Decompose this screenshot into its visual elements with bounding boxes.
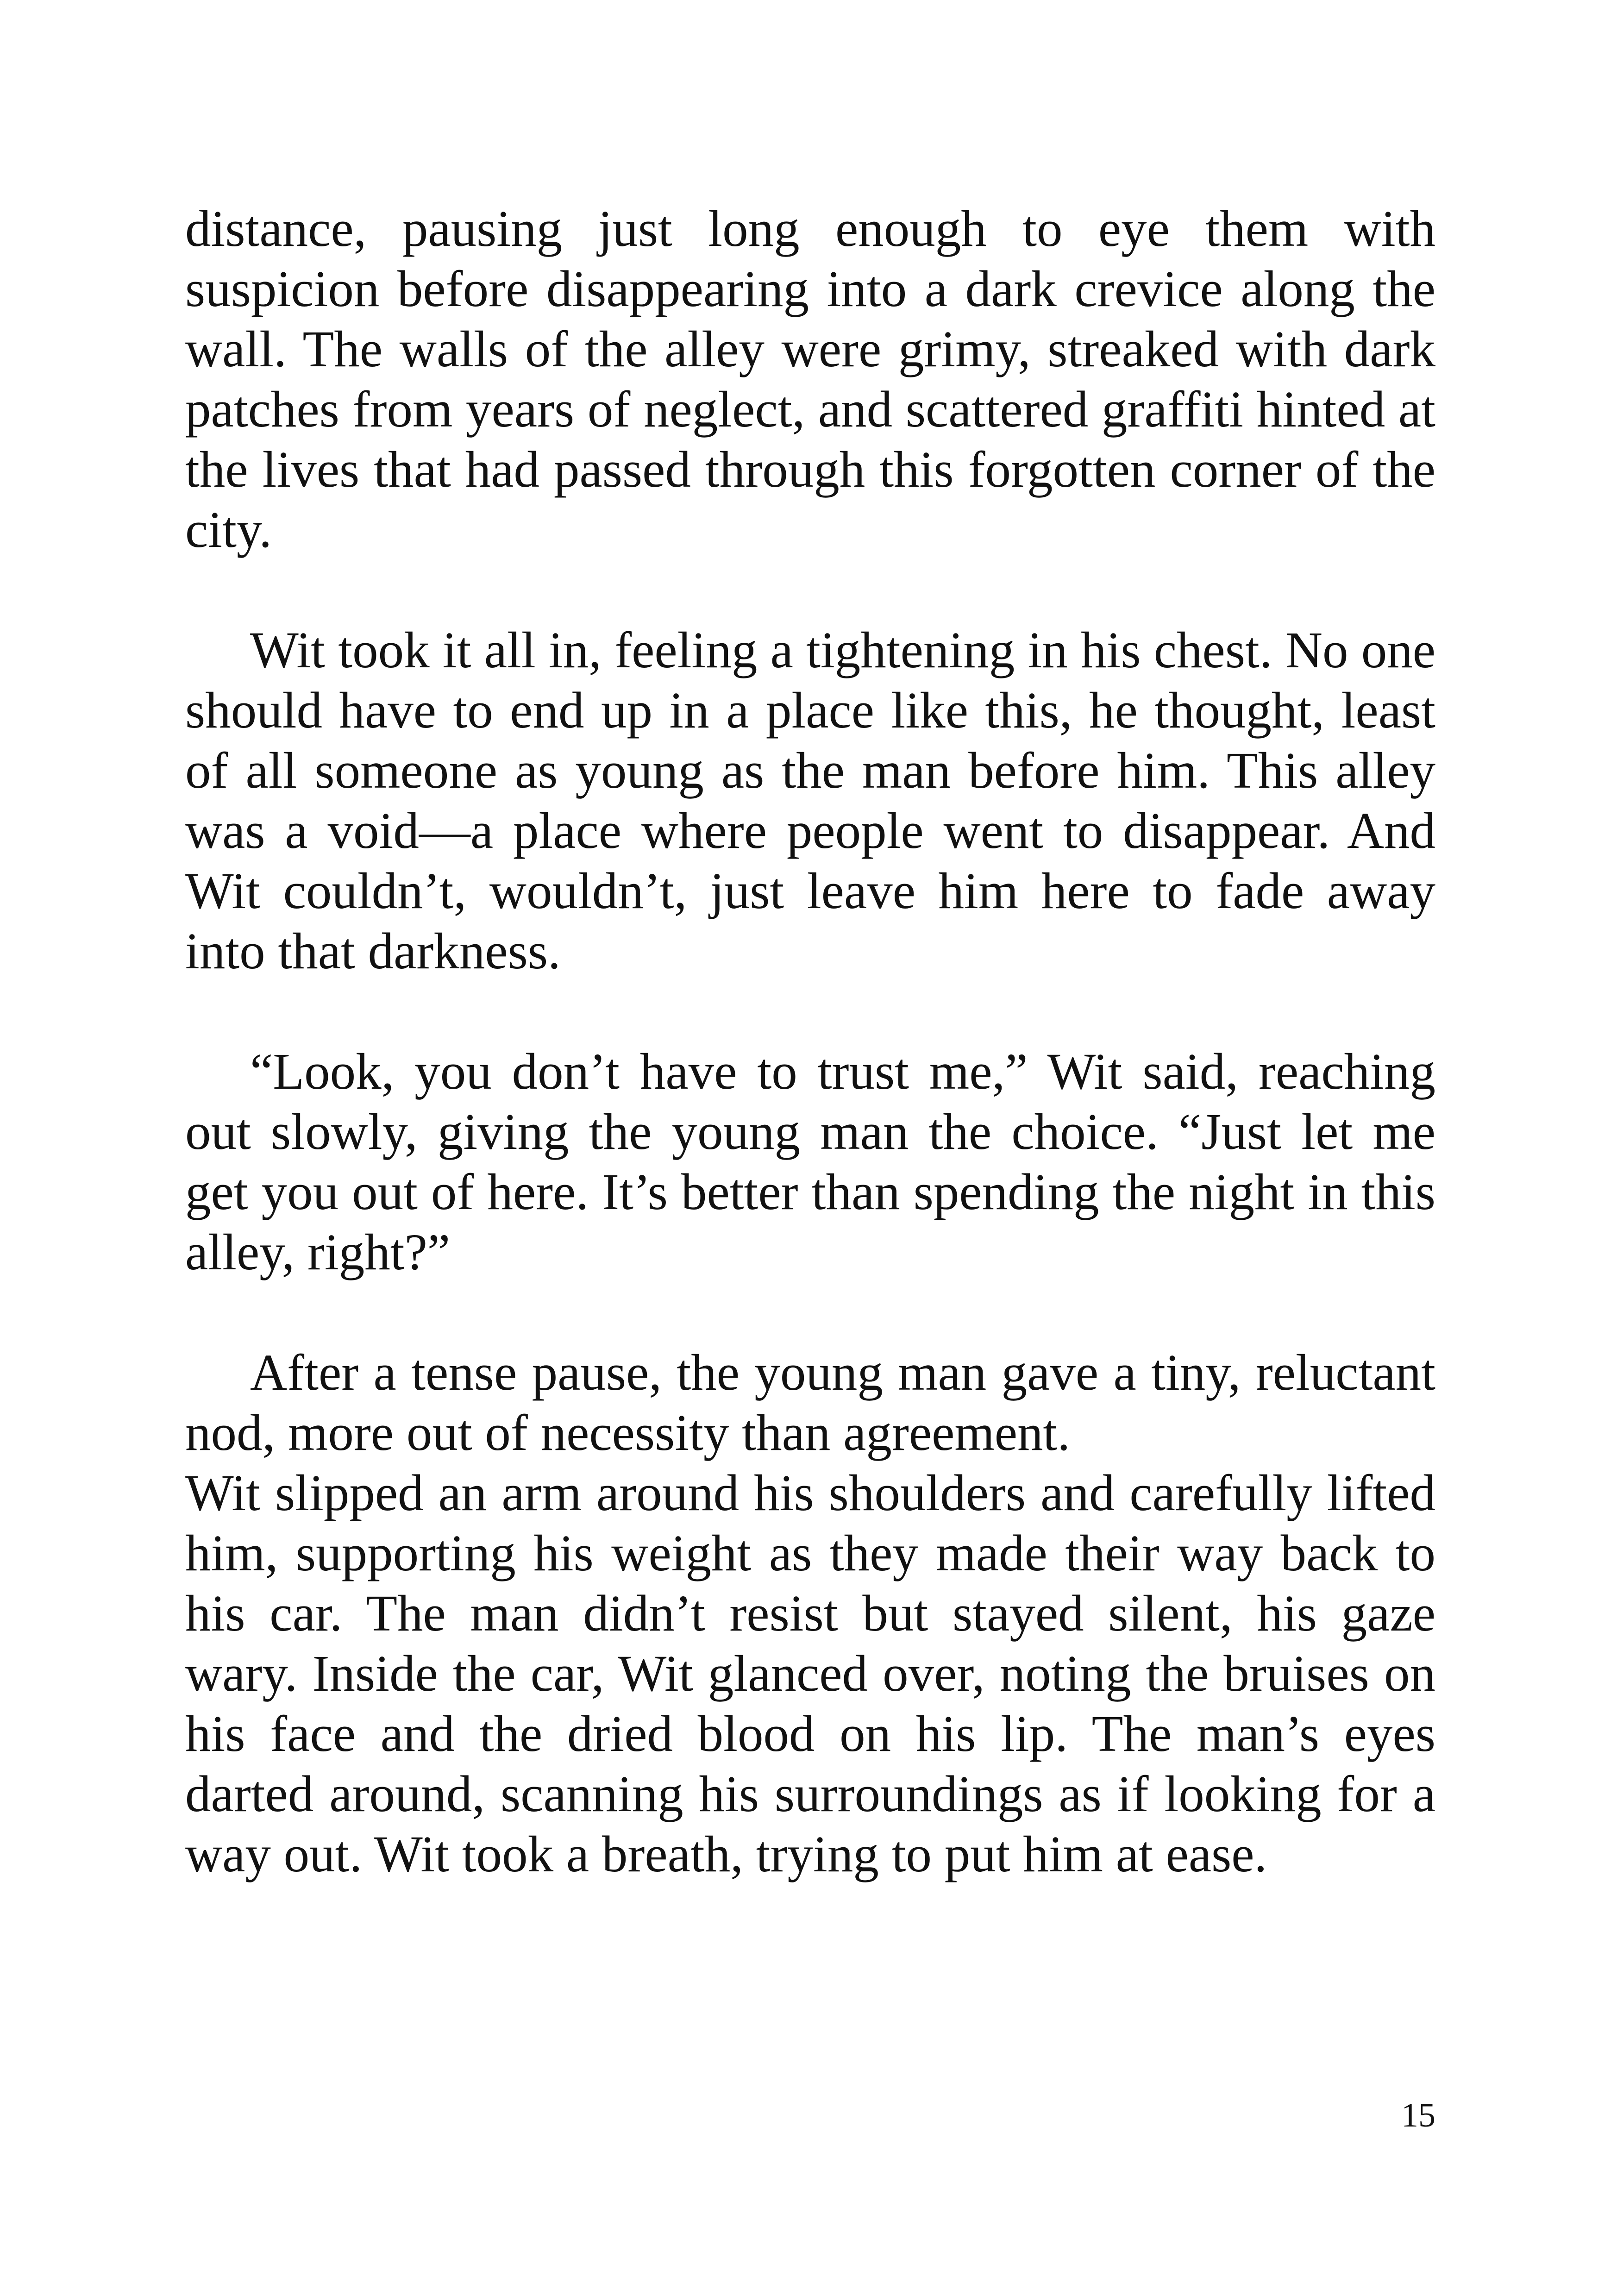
body-text	[185, 199, 1435, 1885]
paragraph-5: Wit slipped an arm around his shoulders and carefully lifted him, supporting his weight as they made their way back to his car. The man didn’t resist but stayed silent, his gaze wary. Inside the car, Wit glanced over, noting the bruises on his face and the dried blood on his lip. The man’s eyes darted around, scanning his surroundings as if looking for a way out. Wit took a breath, trying to put him at ease.	[185, 1465, 1435, 1883]
paragraph-2: Wit took it all in, feeling a tightening in his chest. No one should have to end up in a place like this, he thought, least of all someone as young as the man before him. This alley was a void—a place where people went to disappear. And Wit couldn’t, wouldn’t, just leave him here to fade away into that darkness.	[185, 622, 1435, 980]
page-number: 15	[1401, 2096, 1435, 2134]
paragraph-1: distance, pausing just long enough to eye them with suspicion before disappearing into a dark crevice along the wall. The walls of the alley were grimy, streaked with dark patches from years of neglect, and scattered graffiti hinted at the lives that had passed through this forgotten corner of the city.	[185, 201, 1435, 558]
paragraph-3: “Look, you don’t have to trust me,” Wit said, reaching out slowly, giving the young man the choice. “Just let me get you out of here. It’s better than spending the night in this alley, right?”	[185, 1043, 1435, 1281]
paragraph-4: After a tense pause, the young man gave a tiny, reluctant nod, more out of necessity than agreement.	[185, 1344, 1435, 1462]
